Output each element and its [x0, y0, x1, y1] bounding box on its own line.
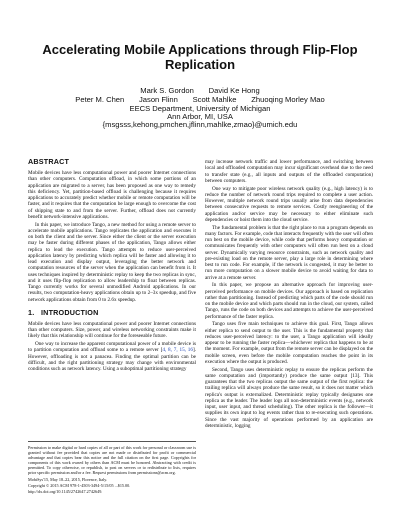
copyright-line: Copyright © 2015 ACM 978-1-4503-3494-5/15/05 ...$15.00.	[28, 482, 131, 488]
right-paragraph-3: The fundamental problem is that the right place to run a program depends on many factors. For example, code that interacts frequently with the user will often run best on the mobile device, while code that performs heavy computation or communicates frequently with other computers will often run best on a cloud server. Dynamically varying resource constraints, such as network quality and pre-existing load on the remote server, play a large role in determining where best to run code. For example, if the network is congested, it may be better to run more computation on a slower mobile device to avoid waiting for data to arrive at a remote server.	[205, 224, 373, 281]
author-row-1: Mark S. Gordon David Ke Hong	[140, 86, 260, 95]
permission-notice: Permission to make digital or hard copies of all or part of this work for personal or classroom use is granted without fee provided that copies are not made or distributed for profit or commercial advantage and that copies bear this notice and the full citation on the first page. Copyrights for components of this work owned by others than ACM must be honored. Abstracting with credit is permitted. To copy otherwise, or republish, to post on servers or to redistribute to lists, requires prior specific permission and/or a fee. Request permissions from permissions@acm.org.	[28, 445, 196, 476]
intro-paragraph-1: Mobile devices have less computational power and poorer Internet connections than other computers. Size, power, and wireless networking constraints make it likely that this relationship will continue for the foreseeable future.	[28, 320, 196, 340]
right-paragraph-6: Second, Tango uses deterministic replay to ensure the replicas perform the same computation and (importantly) produce the same output [13]. This guarantees that the two replicas output the same output of the first replica: the trailing replica will always produce the same result, so it does not matter which replica's output is externalized. Deterministic replay typically designates one replica as the leader. The leader logs all non-deterministic events (e.g., network input, user input, and thread scheduling). The other replica is the follower—it supplies its own input to log events rather than to re-executing such operations. Since the vast majority of operations performed by an application are deterministic, logging	[205, 366, 373, 429]
intro-p2-text-a: One way to increase the apparent computational power of a mobile device is to partition computation and offload some to a remote server [	[28, 341, 196, 354]
right-paragraph-5: Tango uses five main techniques to achieve this goal. First, Tango allows either replica to send output to the user. This is the fundamental property that reduces user-perceived latency: to the user, a Tango application will ideally appear to be running the faster replica—whichever replica that happens to be at the moment. For example, output from the remote server can be displayed on the mobile screen, even before the mobile computation reaches the point in its execution where the output is produced.	[205, 321, 373, 365]
right-paragraph-2: One way to mitigate poor wireless network quality (e.g., high latency) is to reduce the number of network round trips required to complete a user action. However, multiple network round trips usually arise from data dependencies between consecutive requests to remote services. Costly reengineering of the application and/or service may be necessary to either eliminate such dependencies or hoist them into the cloud service.	[205, 185, 373, 223]
left-column	[28, 158, 196, 374]
affiliation-location: Ann Arbor, MI, USA	[167, 112, 233, 121]
intro-paragraph-2	[28, 341, 196, 372]
intro-p2-text-b: ]. However, offloading is not a panacea. Finding the optimal partition can be difficult, and the right partitioning strategy may change with environmental conditions such as network latency. Using a suboptimal partitioning strategy	[28, 347, 197, 372]
abstract-paragraph-1: Mobile devices have less computational power and poorer Internet connections than other computers. Computation offload, in which some portions of an application are migrated to a server, has been proposed as one way to remedy this deficiency. Yet, partition-based offload is challenging because it requires applications to accurately predict whether mobile or remote computation will be faster, and it requires that the computation be large enough to overcome the cost of shipping state to and from the server. Further, offload does not currently benefit network-intensive applications.	[28, 170, 196, 220]
abstract-heading: ABSTRACT	[28, 157, 70, 166]
paper-title-line-2: Replication	[164, 57, 236, 72]
author-emails: {msgsss,kehong,pmchen,jflinn,mahlke,zmao}@umich.edu	[102, 120, 298, 129]
copyright-footnote	[28, 441, 196, 495]
doi-link[interactable]: http://dx.doi.org/10.1145/2742647.2742649.	[28, 488, 103, 494]
conference-info: MobiSys'15, May 18–22, 2015, Florence, Italy.	[28, 476, 108, 482]
author-row-2: Peter M. Chen Jason Flinn Scott Mahlke Zhuoqing Morley Mao	[75, 95, 325, 104]
abstract-paragraph-2: In this paper, we introduce Tango, a new method for using a remote server to accelerate mobile applications. Tango replicates the application and executes it on both the client and the server. Since either the client or the server execution may be faster during different phases of the application, Tango allows either replica to lead the execution. Tango attempts to reduce user-perceived application latency by predicting which replica will be faster and allowing it to lead execution and display output, leveraging the better network and computation resources of the server when the application can benefit from it. It uses techniques inspired by deterministic replay to keep the two replicas in sync, and it uses flip-flop replication to allow leadership to float between replicas. Tango currently works for several unmodified Android applications. In our results, two computation-heavy applications obtain up to 2–3x speedup, and five network applications obtain from 0 to 2.6x speedup.	[28, 221, 196, 303]
paper-title-line-1: Accelerating Mobile Applications through Flip-Flop	[42, 42, 358, 57]
affiliation-department: EECS Department, University of Michigan	[129, 104, 271, 113]
right-paragraph-4: In this paper, we propose an alternative approach for improving user-perceived performance on mobile devices. Our approach is based on replication rather than partitioning. Instead of predicting which parts of the code should run on the mobile device and which parts should run in the cloud, our system, called Tango, runs the code on both devices and attempts to achieve the user-perceived performance of the faster replica.	[205, 282, 373, 320]
right-column	[205, 159, 373, 431]
right-paragraph-1: may increase network traffic and lower performance, and switching between local and offloaded computation may incur significant overhead due to the need to transfer state (e.g., all inputs and outputs of the offloaded computation) between computers.	[205, 159, 373, 184]
introduction-heading: 1. INTRODUCTION	[28, 307, 99, 317]
citation-link[interactable]: 4, 8, 7, 15, 16	[162, 347, 193, 354]
